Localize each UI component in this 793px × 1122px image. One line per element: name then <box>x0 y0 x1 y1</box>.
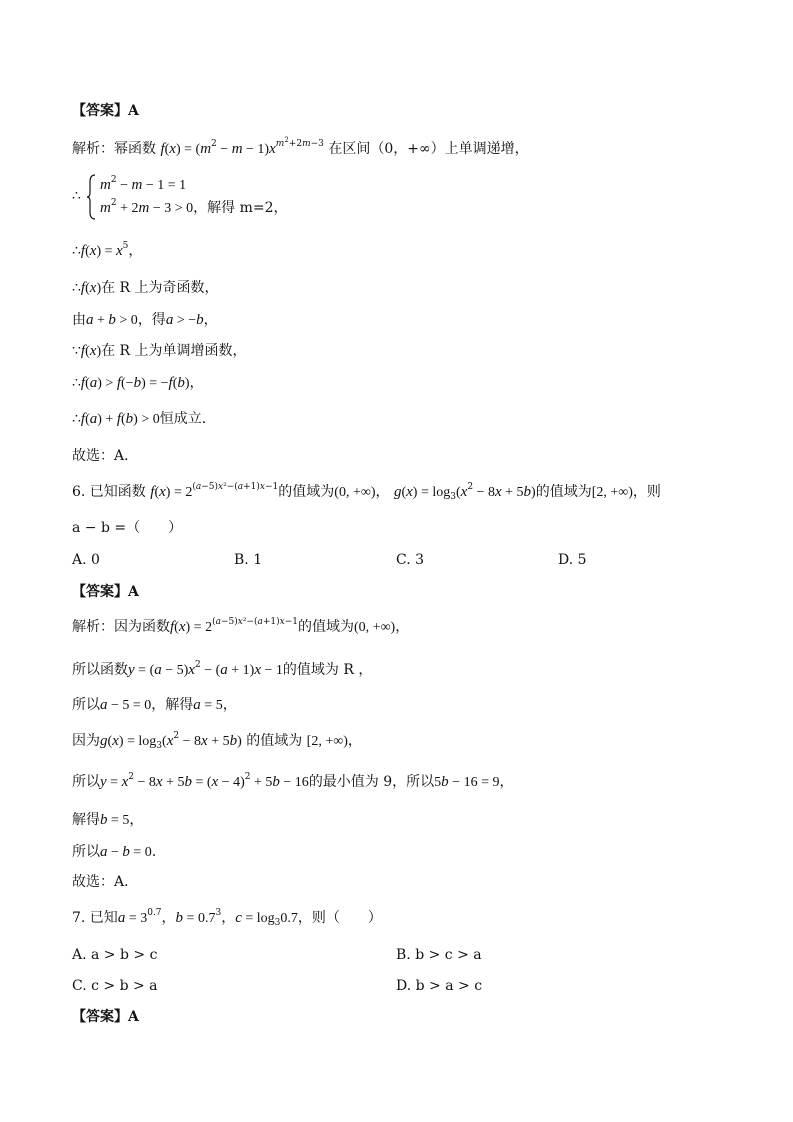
option-d: D. 5 <box>558 552 587 568</box>
increasing-line: ∵f(x)在 R 上为单调增函数， <box>72 343 247 359</box>
system-brace <box>86 174 96 220</box>
option-b: B. b > c > a <box>396 947 482 963</box>
answer-label: 【答案】A <box>72 1009 139 1025</box>
fx-equals: ∴f(x) = $x^5$， <box>72 241 143 259</box>
conclusion-line: ∴f(a) + f(b) > 0恒成立． <box>72 411 216 427</box>
option-a: A. a > b > c <box>72 947 158 963</box>
q6-analysis-4: 因为$g(x) = \log_3(x^2 - 8x + 5b)$ 的值域为 [2, +∞)， <box>72 731 362 751</box>
q6-analysis-2: 所以函数$y = (a - 5)x^2 - (a + 1)x - 1$的值域为 R ， <box>72 660 373 678</box>
inequality-line: ∴f(a) > f(−b) = −f(b)， <box>72 375 204 391</box>
choose-line: 故选：A． <box>72 448 139 464</box>
option-d: D. b > a > c <box>396 978 483 994</box>
option-b: B. 1 <box>234 552 263 568</box>
analysis-line: 解析：幂函数 $f(x) = (m^2 - m - 1)x^{m^2+2m-3}$ 在区间（0，+∞）上单调递增， <box>72 136 529 157</box>
therefore-symbol: ∴ <box>72 188 81 204</box>
question-6-ask: a − b =（ ） <box>72 520 183 536</box>
equation-system: $m^2 - m - 1 = 1$ $m^2 + 2m - 3 > 0$，解得 m=2， <box>100 175 288 216</box>
q6-analysis-5: 所以$y = x^2 - 8x + 5b = (x - 4)^2 + 5b - 16$的最小值为 9，所以5b − 16 = 9， <box>72 772 514 790</box>
question-7: 7. 已知$a = 3^{0.7}$，$b = 0.7^3$，$c = \log_30.7$，则（ ） <box>72 908 382 928</box>
q6-analysis-6: 解得b = 5， <box>72 812 144 828</box>
q6-analysis-3: 所以a − 5 = 0，解得a = 5， <box>72 697 237 713</box>
option-c: C. 3 <box>396 552 425 568</box>
question-6: 6. 已知函数 $f(x) = 2^{(a-5)x^2-(a+1)x-1}$的值域为(0, +∞)， $g(x) = \log_3(x^2 - 8x + 5b)$的值域为[2, +∞)，则 <box>72 482 661 502</box>
option-a: A. 0 <box>72 552 100 568</box>
q6-analysis-7: 所以a − b = 0． <box>72 844 166 860</box>
option-c: C. c > b > a <box>72 978 158 994</box>
answer-label: 【答案】A <box>72 103 139 119</box>
from-line: 由a + b > 0，得a > −b， <box>72 312 218 328</box>
answer-label: 【答案】A <box>72 584 139 600</box>
odd-function-line: ∴f(x)在 R 上为奇函数， <box>72 280 219 296</box>
q6-analysis-1: 解析：因为函数$f(x) = 2^{(a-5)x^2-(a+1)x-1}$的值域为(0, +∞)， <box>72 617 410 635</box>
choose-line: 故选：A． <box>72 874 139 890</box>
